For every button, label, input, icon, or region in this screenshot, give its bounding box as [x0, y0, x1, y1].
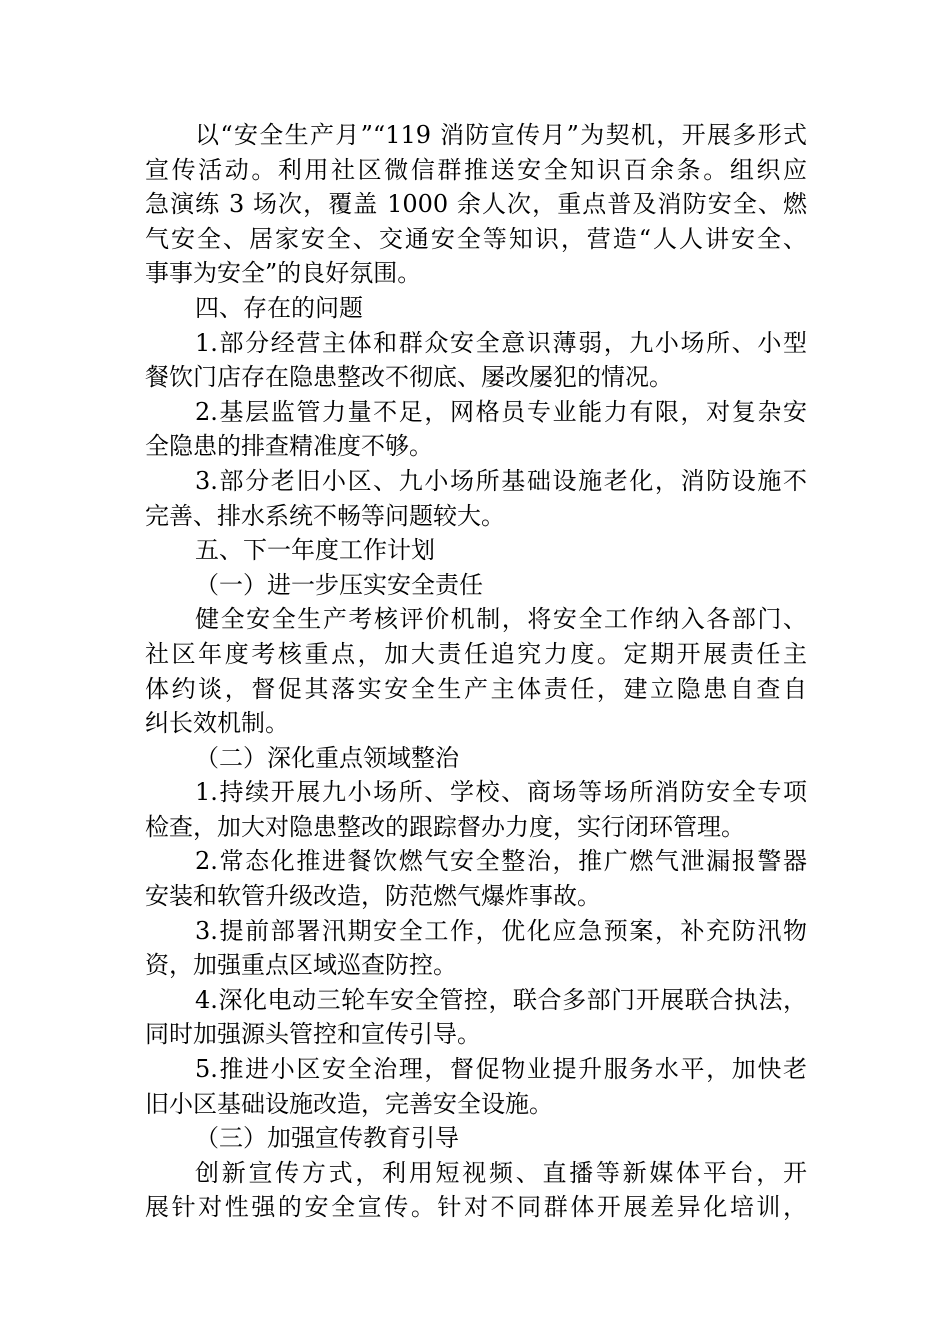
paragraph	[145, 844, 807, 913]
text-line: 2.基层监管力量不足，网格员专业能力有限，对复杂安	[195, 397, 807, 426]
text-line: 2.常态化推进餐饮燃气安全整治，推广燃气泄漏报警器	[195, 847, 807, 876]
text-line: 1.部分经营主体和群众安全意识薄弱，九小场所、小型	[195, 328, 807, 357]
text-line: 健全安全生产考核评价机制，将安全工作纳入各部门、	[195, 605, 807, 634]
text-line: 3.部分老旧小区、九小场所基础设施老化，消防设施不	[195, 466, 807, 495]
paragraph	[145, 602, 807, 740]
text-line: 4.深化电动三轮车安全管控，联合多部门开展联合执法，	[195, 985, 807, 1014]
paragraph	[145, 914, 807, 983]
section-heading	[145, 291, 807, 326]
section-heading	[145, 1121, 807, 1156]
text-line: 完善、排水系统不畅等问题较大。	[145, 501, 505, 530]
text-line: 旧小区基础设施改造，完善安全设施。	[145, 1089, 553, 1118]
text-line: 事事为安全”的良好氛围。	[145, 259, 422, 288]
paragraph	[145, 1156, 807, 1225]
text-line: 宣传活动。利用社区微信群推送安全知识百余条。组织应	[145, 155, 807, 184]
text-line: 展针对性强的安全宣传。针对不同群体开展差异化培训，	[145, 1193, 807, 1222]
text-line: 3.提前部署汛期安全工作，优化应急预案，补充防汛物	[195, 916, 807, 945]
text-line: 急演练 3 场次，覆盖 1000 余人次，重点普及消防安全、燃	[145, 190, 807, 219]
text-line: （一）进一步压实安全责任	[195, 570, 483, 599]
document-page	[145, 118, 807, 1225]
text-line: 创新宣传方式，利用短视频、直播等新媒体平台，开	[195, 1158, 807, 1187]
text-line: 5.推进小区安全治理，督促物业提升服务水平，加快老	[195, 1055, 807, 1084]
text-line: 1.持续开展九小场所、学校、商场等场所消防安全专项	[195, 778, 807, 807]
text-line: 以“安全生产月”“119 消防宣传月”为契机，开展多形式	[195, 121, 807, 149]
text-line: 同时加强源头管控和宣传引导。	[145, 1020, 481, 1049]
paragraph	[145, 395, 807, 464]
text-line: 纠长效机制。	[145, 709, 289, 738]
section-heading	[145, 568, 807, 603]
section-heading	[145, 741, 807, 776]
text-line: 资，加强重点区域巡查防控。	[145, 951, 457, 980]
paragraph	[145, 983, 807, 1052]
text-line: 检查，加大对隐患整改的跟踪督办力度，实行闭环管理。	[145, 812, 745, 841]
text-line: （三）加强宣传教育引导	[195, 1124, 459, 1153]
text-line: 社区年度考核重点，加大责任追究力度。定期开展责任主	[145, 639, 807, 668]
text-line: 安装和软管升级改造，防范燃气爆炸事故。	[145, 882, 601, 911]
text-line: 全隐患的排查精准度不够。	[145, 432, 433, 461]
paragraph	[145, 118, 807, 291]
paragraph	[145, 775, 807, 844]
text-line: 气安全、居家安全、交通安全等知识，营造“人人讲安全、	[145, 224, 807, 253]
paragraph	[145, 464, 807, 533]
paragraph	[145, 326, 807, 395]
text-line: 五、下一年度工作计划	[195, 536, 435, 565]
text-line: 体约谈，督促其落实安全生产主体责任，建立隐患自查自	[145, 674, 807, 703]
paragraph	[145, 1052, 807, 1121]
text-line: （二）深化重点领域整治	[195, 743, 459, 772]
text-line: 餐饮门店存在隐患整改不彻底、屡改屡犯的情况。	[145, 363, 673, 392]
section-heading	[145, 533, 807, 568]
text-line: 四、存在的问题	[195, 293, 363, 322]
